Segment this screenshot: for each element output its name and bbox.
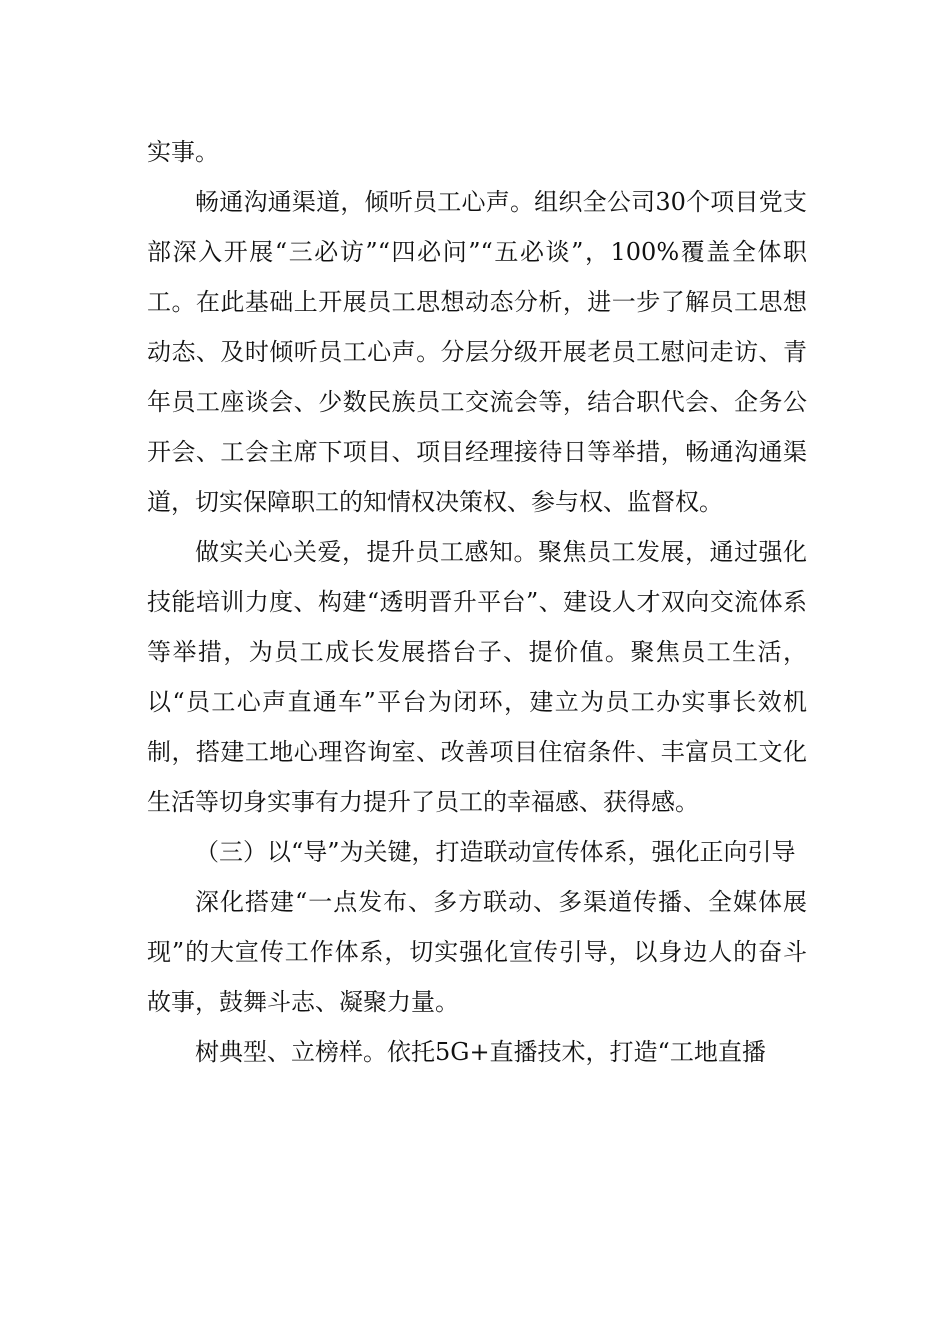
paragraph-continuation: 实事。	[147, 138, 219, 166]
document-body	[147, 127, 807, 1077]
paragraph-employee-care: 做实关心关爱，提升员工感知。聚焦员工发展，通过强化技能培训力度、构建“透明晋升平台”、建设人才双向交流体系等举措，为员工成长发展搭台子、提价值。聚焦员工生活，以“员工心声直通车”平台为闭环，建立为员工办实事长效机制，搭建工地心理咨询室、改善项目住宿条件、丰富员工文化生活等切身实事有力提升了员工的幸福感、获得感。	[147, 538, 807, 816]
paragraph-communication-channels: 畅通沟通渠道，倾听员工心声。组织全公司30个项目党支部深入开展“三必访”“四必问”“五必谈”，100%覆盖全体职工。在此基础上开展员工思想动态分析，进一步了解员工思想动态、及时倾听员工心声。分层分级开展老员工慰问走访、青年员工座谈会、少数民族员工交流会等，结合职代会、企务公开会、工会主席下项目、项目经理接待日等举措，畅通沟通渠道，切实保障职工的知情权决策权、参与权、监督权。	[147, 188, 807, 516]
section-heading-publicity: （三）以“导”为关键，打造联动宣传体系，强化正向引导	[195, 838, 796, 866]
paragraph-role-models: 树典型、立榜样。依托5G+直播技术，打造“工地直播	[195, 1038, 766, 1066]
paragraph-publicity-system: 深化搭建“一点发布、多方联动、多渠道传播、全媒体展现”的大宣传工作体系，切实强化宣传引导，以身边人的奋斗故事，鼓舞斗志、凝聚力量。	[147, 888, 807, 1016]
